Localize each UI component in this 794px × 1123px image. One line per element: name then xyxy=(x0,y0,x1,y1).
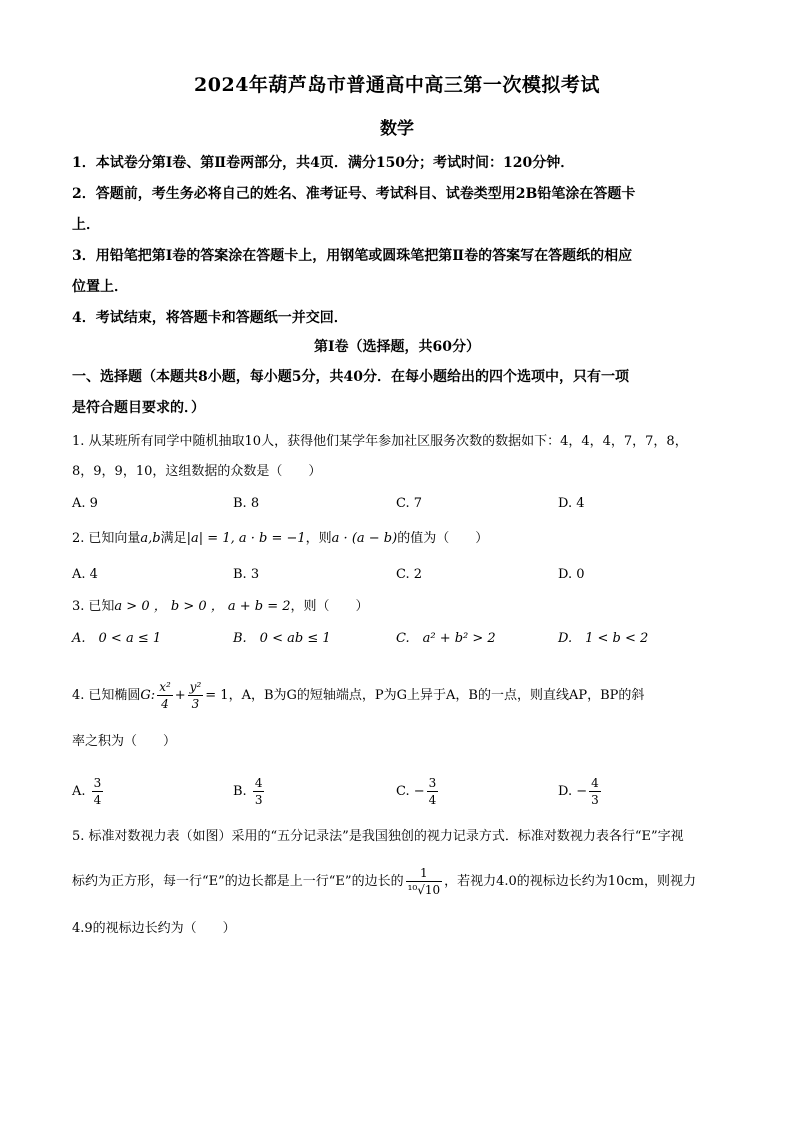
fraction-numerator: y² xyxy=(189,680,202,694)
question-3-text: 已知 xyxy=(88,599,115,614)
question-1-line2: 8，9，9，10，这组数据的众数是（ ） xyxy=(72,464,322,479)
question-4: 4. 已知椭圆G: $\frac{\text{x²}}{4}$ + $\frac{\text{y²}}{3}$ = 1，A，B为G的短轴端点，P为G上异于A，B的一点，则直线AP，BP的斜 xyxy=(72,680,645,711)
fraction-denominator: ¹⁰√10 xyxy=(407,883,441,897)
option-a: A. 4 xyxy=(72,567,98,582)
question-2-condition: |a| = 1, a · b = −1 xyxy=(186,531,306,546)
question-2 xyxy=(72,524,732,554)
fraction-denominator: 3 xyxy=(591,793,599,807)
option-a: A. 0 < a ≤ 1 xyxy=(72,631,162,646)
option-a: A. 9 xyxy=(72,496,98,511)
option-label: A. xyxy=(72,784,86,799)
question-5-line1: 5. 标准对数视力表（如图）采用的“五分记录法”是我国独创的视力记录方式．标准对数视力表各行“E”字视 xyxy=(72,829,684,844)
option-b: B. 8 xyxy=(233,496,260,511)
question-1-options xyxy=(72,489,732,519)
option-label: C. xyxy=(396,784,410,799)
fraction-numerator: 4 xyxy=(591,776,599,790)
ellipse-equals: = 1 xyxy=(205,688,229,703)
option-label: B. xyxy=(233,784,247,799)
option-c: C. 7 xyxy=(396,496,423,511)
instruction-4: 4．考试结束，将答题卡和答题纸一并交回． xyxy=(72,310,348,326)
fraction-numerator: 3 xyxy=(428,776,437,790)
part-heading xyxy=(72,362,732,424)
ellipse-fraction-x xyxy=(157,679,173,712)
question-1 xyxy=(72,427,732,487)
exam-title: 2024年葫芦岛市普通高中高三第一次模拟考试 xyxy=(194,74,600,96)
question-4-number: 4. xyxy=(72,688,85,703)
question-4-options xyxy=(72,772,732,812)
subject-title: 数学 xyxy=(380,119,414,139)
instruction-2-cont: 上． xyxy=(72,217,100,233)
part-heading-line2: 是符合题目要求的．） xyxy=(72,400,205,416)
fraction-denominator: 3 xyxy=(254,793,263,807)
option-fraction xyxy=(589,775,601,808)
fraction-numerator: x² xyxy=(159,680,171,694)
option-b: B. 0 < ab ≤ 1 xyxy=(233,631,331,646)
fraction-numerator: 3 xyxy=(93,776,102,790)
fraction-denominator: 3 xyxy=(191,697,200,711)
root-fraction xyxy=(406,865,443,898)
fraction-numerator: 1 xyxy=(406,865,443,882)
ellipse-name: G: xyxy=(140,688,156,703)
option-c: C. 2 xyxy=(396,567,423,582)
section-heading: 第Ⅰ卷（选择题，共60分） xyxy=(313,339,481,355)
part-heading-line1: 一、选择题（本题共8小题，每小题5分，共40分．在每小题给出的四个选项中，只有一项 xyxy=(72,369,629,385)
question-3-number: 3. xyxy=(72,599,85,614)
fraction-numerator: 4 xyxy=(254,776,263,790)
option-sign: − xyxy=(413,784,425,799)
instructions xyxy=(72,148,732,334)
question-4-text-a: 已知椭圆 xyxy=(88,688,141,703)
option-c: C. a² + b² > 2 xyxy=(396,631,496,646)
question-3 xyxy=(72,592,732,622)
instruction-3: 3．用铅笔把第Ⅰ卷的答案涂在答题卡上，用钢笔或圆珠笔把第Ⅱ卷的答案写在答题纸的相应 xyxy=(72,248,633,264)
question-3-options xyxy=(72,624,732,654)
instruction-1: 1．本试卷分第Ⅰ卷、第Ⅱ卷两部分，共4页．满分150分；考试时间：120分钟． xyxy=(72,155,575,171)
question-5-text-b: ，若视力4.0的视标边长约为10cm，则视力 xyxy=(444,874,696,889)
ellipse-fraction-y xyxy=(188,679,204,712)
option-d: D. 4 xyxy=(558,496,585,511)
option-d: D. 0 xyxy=(558,567,585,582)
question-2-text-c: ，则 xyxy=(305,531,332,546)
question-2-text-a: 已知向量 xyxy=(88,531,141,546)
question-1-line1: 1. 从某班所有同学中随机抽取10人，获得他们某学年参加社区服务次数的数据如下：4，4，4，7，7，8， xyxy=(72,434,688,449)
option-fraction xyxy=(253,775,265,808)
option-a xyxy=(72,772,105,812)
option-sign: − xyxy=(576,784,588,799)
question-2-expression: a · (a − b) xyxy=(331,531,398,546)
question-2-number: 2. xyxy=(72,531,85,546)
option-label: D. xyxy=(558,784,573,799)
fraction-denominator: 4 xyxy=(93,793,102,807)
fraction-denominator: 4 xyxy=(428,793,437,807)
option-c xyxy=(396,772,440,812)
option-fraction xyxy=(92,775,104,808)
instruction-3-cont: 位置上． xyxy=(72,279,128,295)
question-2-options xyxy=(72,560,732,590)
option-d: D. 1 < b < 2 xyxy=(558,631,649,646)
question-5-line3: 4.9的视标边长约为（ ） xyxy=(72,921,236,936)
question-3-tail: ，则（ ） xyxy=(290,599,369,614)
question-3-condition: a > 0 ， b > 0 ， a + b = 2 xyxy=(114,599,291,614)
question-4-text-b: ，A，B为G的短轴端点，P为G上异于A，B的一点，则直线AP，BP的斜 xyxy=(228,688,645,703)
option-d xyxy=(558,772,603,812)
fraction-denominator: 4 xyxy=(161,697,169,711)
option-b: B. 3 xyxy=(233,567,260,582)
question-4-line2: 率之积为（ ） xyxy=(72,734,177,749)
option-b xyxy=(233,772,266,812)
option-fraction xyxy=(427,775,439,808)
question-2-text-d: 的值为（ ） xyxy=(397,531,489,546)
question-2-vectors: a,b xyxy=(140,531,161,546)
instruction-2: 2．答题前，考生务必将自己的姓名、准考证号、考试科目、试卷类型用2B铅笔涂在答题卡 xyxy=(72,186,636,202)
question-5-line2 xyxy=(72,862,732,902)
question-5-text-a: 标约为正方形，每一行“E”的边长都是上一行“E”的边长的 xyxy=(72,874,404,889)
question-2-text-b: 满足 xyxy=(160,531,187,546)
